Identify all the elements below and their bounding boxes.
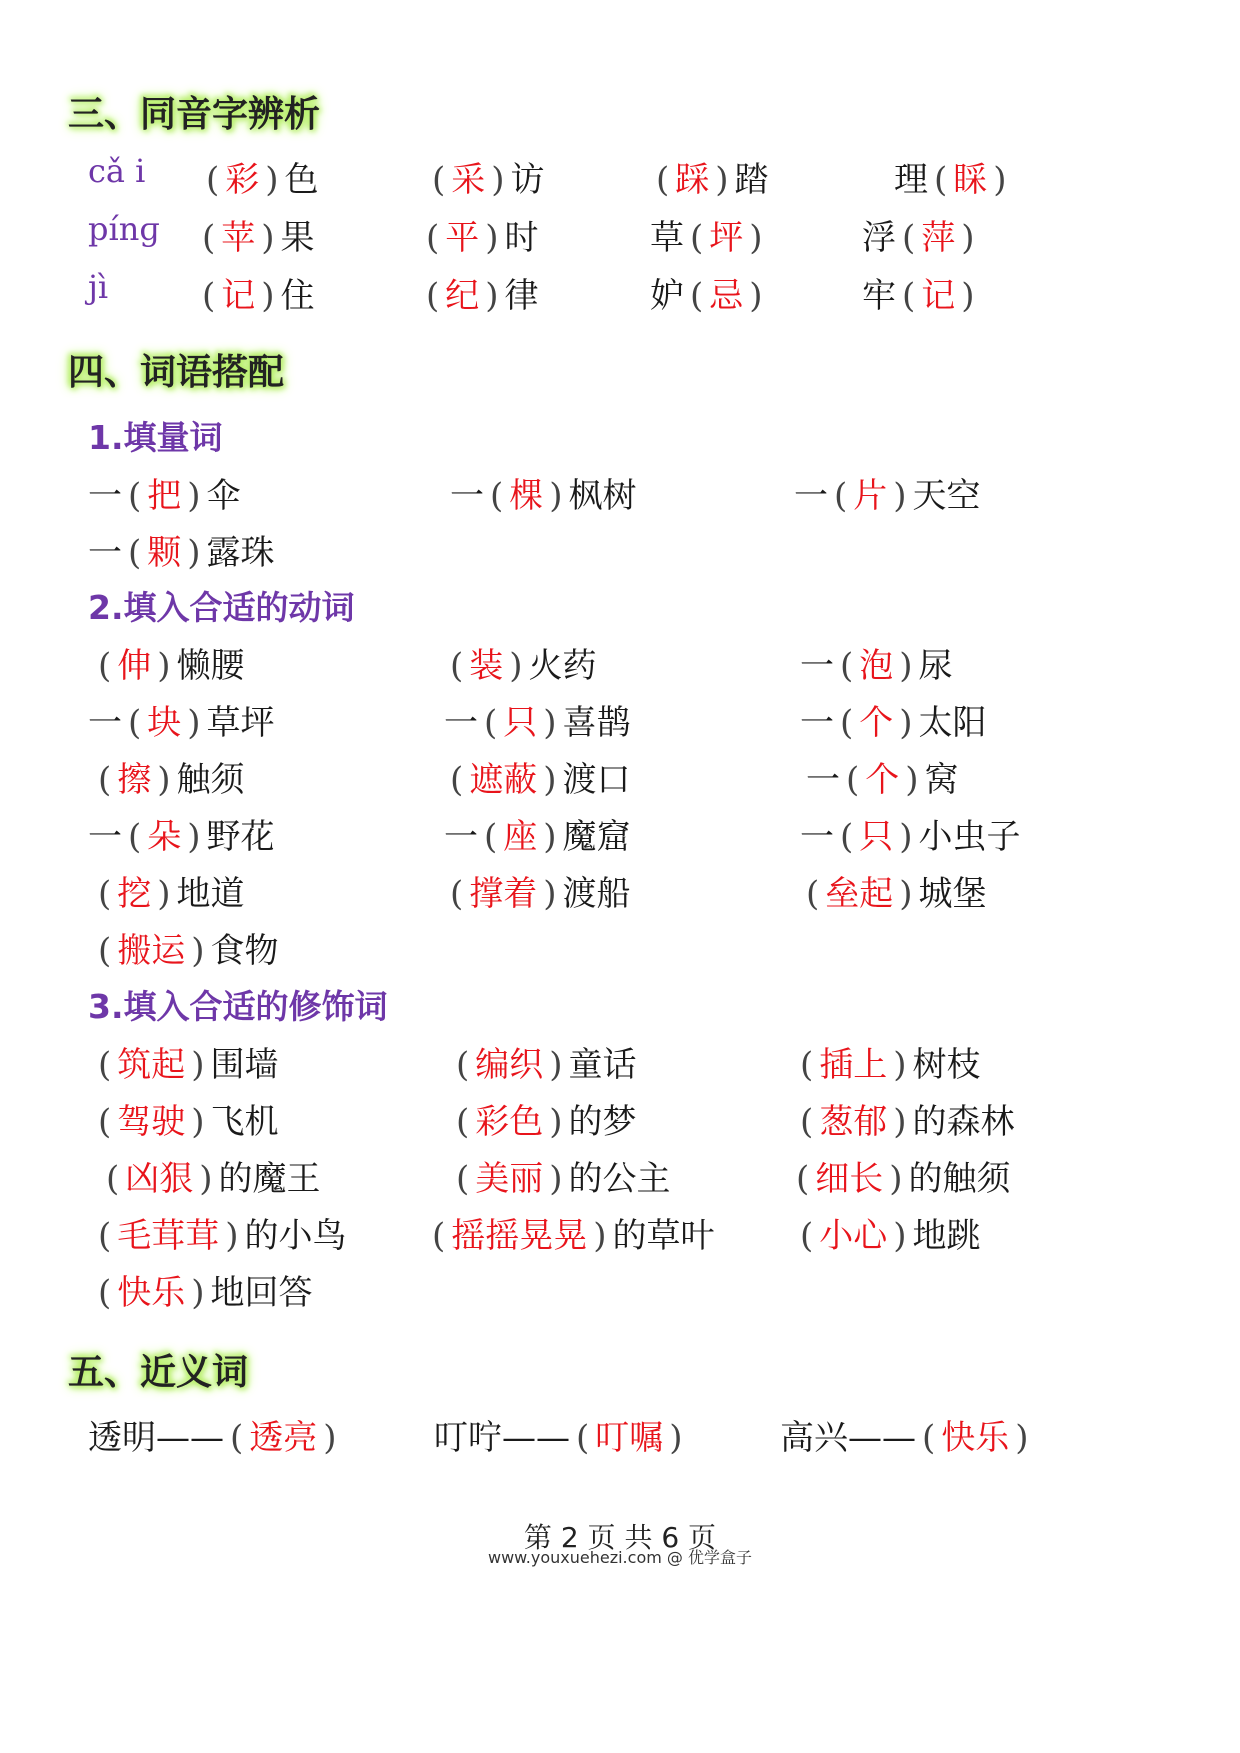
fill-item: ( 编织 ) 童话: [456, 1045, 637, 1085]
answer-text: 萍: [921, 218, 956, 258]
fill-item: 一 ( 朵 ) 野花: [88, 817, 275, 857]
answer-text: 毛茸茸: [117, 1216, 220, 1256]
answer-text: 编织: [475, 1045, 544, 1085]
fill-item: 一 ( 只 ) 喜鹊: [444, 703, 631, 743]
fill-item: 一 ( 个 ) 太阳: [800, 703, 987, 743]
pinyin-label: jì: [88, 268, 109, 306]
site-watermark: www.youxuehezi.com @ 优学盒子: [488, 1548, 752, 1567]
answer-text: 美丽: [475, 1159, 544, 1199]
answer-text: 垒起: [825, 874, 894, 914]
fill-item: ( 彩 ) 色: [206, 160, 319, 200]
answer-text: 忌: [709, 276, 744, 316]
fill-item: ( 苹 ) 果: [202, 218, 315, 258]
fill-item: ( 撑着 ) 渡船: [450, 874, 631, 914]
fill-item: ( 搬运 ) 食物: [98, 931, 279, 971]
page-number: 第 2 页 共 6 页: [523, 1521, 717, 1554]
answer-text: 遮蔽: [469, 760, 538, 800]
fill-item: 一 ( 棵 ) 枫树: [450, 476, 637, 516]
answer-text: 彩: [225, 160, 260, 200]
section-title-homophones: 三、同音字辨析: [68, 94, 321, 135]
answer-text: 凶狠: [125, 1159, 194, 1199]
fill-item: 一 ( 个 ) 窝: [806, 760, 959, 800]
fill-item: 一 ( 座 ) 魔窟: [444, 817, 631, 857]
synonym-item: 透明—— ( 透亮 ): [88, 1418, 337, 1458]
answer-text: 记: [921, 276, 956, 316]
answer-text: 把: [147, 476, 182, 516]
answer-text: 泡: [859, 646, 894, 686]
answer-text: 撑着: [469, 874, 538, 914]
subsection-title-modifiers: 3.填入合适的修饰词: [88, 987, 388, 1026]
answer-text: 颗: [147, 533, 182, 573]
answer-text: 平: [445, 218, 480, 258]
fill-item: ( 纪 ) 律: [426, 276, 539, 316]
fill-item: ( 踩 ) 踏: [656, 160, 769, 200]
fill-item: ( 垒起 ) 城堡: [806, 874, 987, 914]
section-title-word-matching: 四、词语搭配: [68, 352, 285, 393]
answer-text: 透亮: [249, 1418, 318, 1458]
fill-item: 草 ( 坪 ): [650, 218, 763, 258]
fill-item: ( 毛茸茸 ) 的小鸟: [98, 1216, 347, 1256]
fill-item: ( 记 ) 住: [202, 276, 315, 316]
answer-text: 坪: [709, 218, 744, 258]
fill-item: ( 采 ) 访: [432, 160, 545, 200]
answer-text: 块: [147, 703, 182, 743]
fill-item: ( 挖 ) 地道: [98, 874, 245, 914]
fill-item: ( 凶狠 ) 的魔王: [106, 1159, 321, 1199]
answer-text: 彩色: [475, 1102, 544, 1142]
answer-text: 棵: [509, 476, 544, 516]
answer-text: 细长: [815, 1159, 884, 1199]
answer-text: 只: [503, 703, 538, 743]
answer-text: 个: [859, 703, 894, 743]
fill-item: 一 ( 泡 ) 尿: [800, 646, 953, 686]
fill-item: 一 ( 把 ) 伞: [88, 476, 241, 516]
synonym-item: 高兴—— ( 快乐 ): [780, 1418, 1029, 1458]
fill-item: ( 擦 ) 触须: [98, 760, 245, 800]
answer-text: 摇摇晃晃: [451, 1216, 588, 1256]
fill-item: 一 ( 块 ) 草坪: [88, 703, 275, 743]
fill-item: ( 彩色 ) 的梦: [456, 1102, 637, 1142]
answer-text: 装: [469, 646, 504, 686]
answer-text: 纪: [445, 276, 480, 316]
answer-text: 驾驶: [117, 1102, 186, 1142]
fill-item: 妒 ( 忌 ): [650, 276, 763, 316]
fill-item: ( 摇摇晃晃 ) 的草叶: [432, 1216, 715, 1256]
answer-text: 睬: [953, 160, 988, 200]
fill-item: ( 小心 ) 地跳: [800, 1216, 981, 1256]
pinyin-label: cǎ i: [88, 152, 146, 190]
answer-text: 伸: [117, 646, 152, 686]
fill-item: 一 ( 只 ) 小虫子: [800, 817, 1021, 857]
fill-item: 一 ( 片 ) 天空: [794, 476, 981, 516]
answer-text: 苹: [221, 218, 256, 258]
section-title-synonyms: 五、近义词: [68, 1352, 249, 1393]
fill-item: ( 遮蔽 ) 渡口: [450, 760, 631, 800]
answer-text: 座: [503, 817, 538, 857]
fill-item: 浮 ( 萍 ): [862, 218, 975, 258]
answer-text: 朵: [147, 817, 182, 857]
answer-text: 采: [451, 160, 486, 200]
answer-text: 片: [853, 476, 888, 516]
fill-item: ( 快乐 ) 地回答: [98, 1273, 313, 1313]
answer-text: 快乐: [941, 1418, 1010, 1458]
fill-item: ( 葱郁 ) 的森林: [800, 1102, 1015, 1142]
answer-text: 快乐: [117, 1273, 186, 1313]
fill-item: 一 ( 颗 ) 露珠: [88, 533, 275, 573]
fill-item: ( 美丽 ) 的公主: [456, 1159, 671, 1199]
answer-text: 个: [865, 760, 900, 800]
answer-text: 搬运: [117, 931, 186, 971]
fill-item: ( 筑起 ) 围墙: [98, 1045, 279, 1085]
pinyin-label: pínɡ: [88, 210, 160, 248]
fill-item: 牢 ( 记 ): [862, 276, 975, 316]
answer-text: 踩: [675, 160, 710, 200]
fill-item: ( 驾驶 ) 飞机: [98, 1102, 279, 1142]
subsection-title-measure-words: 1.填量词: [88, 418, 223, 457]
answer-text: 小心: [819, 1216, 888, 1256]
answer-text: 叮嘱: [595, 1418, 664, 1458]
fill-item: ( 细长 ) 的触须: [796, 1159, 1011, 1199]
fill-item: ( 平 ) 时: [426, 218, 539, 258]
fill-item: ( 插上 ) 树枝: [800, 1045, 981, 1085]
answer-text: 葱郁: [819, 1102, 888, 1142]
answer-text: 挖: [117, 874, 152, 914]
synonym-item: 叮咛—— ( 叮嘱 ): [434, 1418, 683, 1458]
subsection-title-verbs: 2.填入合适的动词: [88, 588, 355, 627]
fill-item: ( 伸 ) 懒腰: [98, 646, 245, 686]
answer-text: 筑起: [117, 1045, 186, 1085]
answer-text: 插上: [819, 1045, 888, 1085]
answer-text: 擦: [117, 760, 152, 800]
answer-text: 记: [221, 276, 256, 316]
answer-text: 只: [859, 817, 894, 857]
fill-item: ( 装 ) 火药: [450, 646, 597, 686]
fill-item: 理 ( 睬 ): [894, 160, 1007, 200]
